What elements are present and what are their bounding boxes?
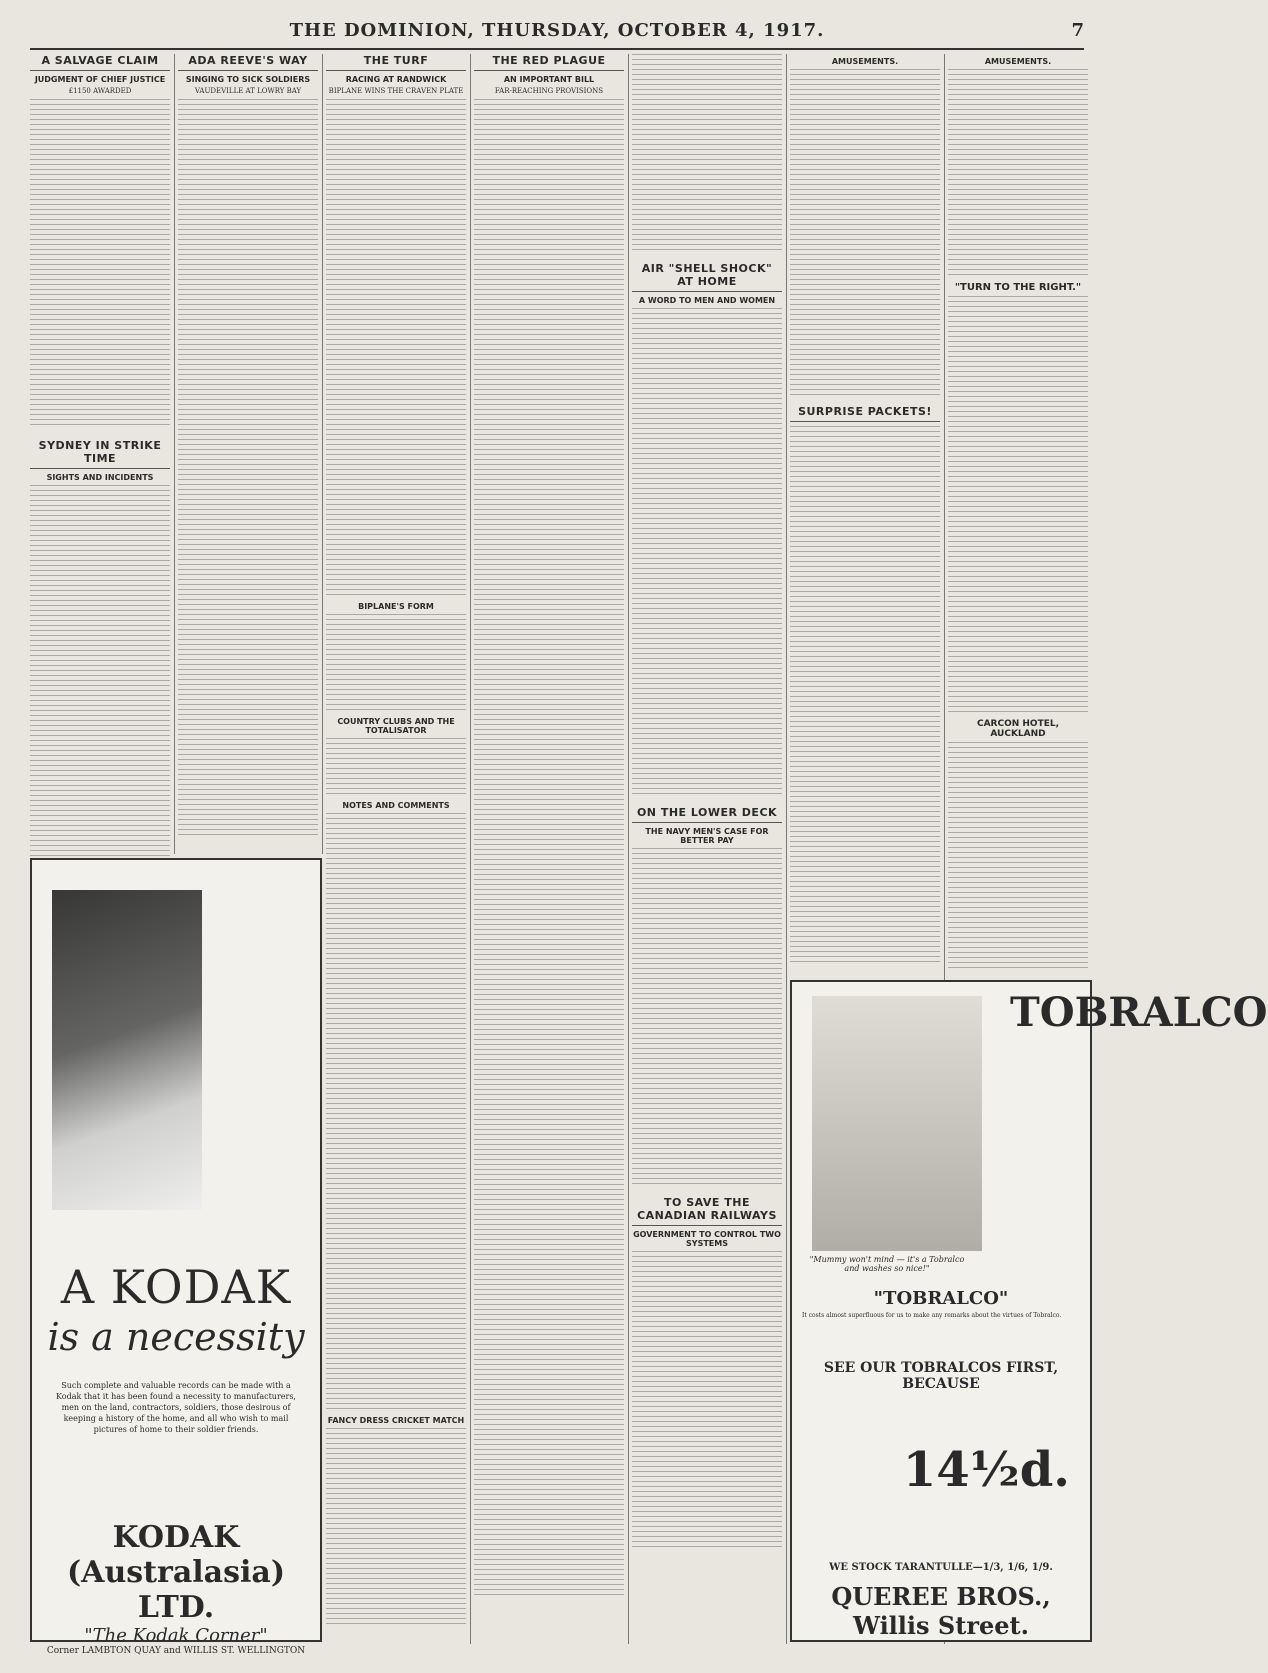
kodak-corner: "The Kodak Corner" xyxy=(84,1625,268,1646)
subhead: SINGING TO SICK SOLDIERS xyxy=(185,75,311,84)
headline: COUNTRY CLUBS AND THE TOTALISATOR xyxy=(337,717,455,735)
tobralco-store: QUEREE BROS., Willis Street. xyxy=(831,1582,1051,1640)
column-rule xyxy=(322,54,323,854)
tobralco-see: SEE OUR TOBRALCOS FIRST, BECAUSE xyxy=(823,1360,1059,1392)
headline: FANCY DRESS CRICKET MATCH xyxy=(327,1416,465,1425)
headline: SYDNEY IN STRIKE TIME xyxy=(30,439,170,469)
ad-body xyxy=(790,69,940,399)
article-body xyxy=(30,99,170,429)
column-rule xyxy=(786,54,787,1644)
ad-headline: CARCON HOTEL, AUCKLAND xyxy=(976,719,1060,739)
column-ada-reeve xyxy=(178,54,318,854)
article-body xyxy=(326,614,466,714)
ad-body xyxy=(790,426,940,966)
ad-headline: SURPRISE PACKETS! xyxy=(790,405,940,422)
article-body xyxy=(30,485,170,865)
masthead-title: THE DOMINION, THURSDAY, OCTOBER 4, 1917. xyxy=(289,20,825,41)
article-body xyxy=(474,99,624,1599)
section-head: AMUSEMENTS. xyxy=(984,57,1052,66)
article-body xyxy=(632,54,782,254)
kodak-tagline: is a necessity xyxy=(47,1315,305,1359)
subhead: SIGHTS AND INCIDENTS xyxy=(46,473,154,482)
girl-illustration xyxy=(812,996,982,1251)
headline: AIR "SHELL SHOCK" AT HOME xyxy=(632,262,782,292)
kodak-brand: KODAK (Australasia) LTD. xyxy=(66,1520,286,1625)
tobralco-name: "TOBRALCO" xyxy=(873,1288,1009,1309)
article-body xyxy=(326,813,466,1413)
tobralco-body: It costs almost superfluous for us to make any remarks about the virtues of Tobralco. xyxy=(802,1312,1062,1319)
headline: TO SAVE THE CANADIAN RAILWAYS xyxy=(632,1196,782,1226)
column-salvage xyxy=(30,54,170,854)
article-body xyxy=(326,1428,466,1628)
column-rule xyxy=(470,54,471,1644)
article-body xyxy=(326,738,466,798)
subhead: A WORD TO MEN AND WOMEN xyxy=(638,296,776,305)
subhead: JUDGMENT OF CHIEF JUSTICE xyxy=(34,75,166,84)
column-red-plague xyxy=(474,54,624,1634)
kodak-headline: A KODAK xyxy=(60,1260,292,1314)
article-body xyxy=(326,99,466,599)
column-rule xyxy=(174,54,175,854)
column-turf xyxy=(326,54,466,1634)
article-body xyxy=(178,99,318,839)
subhead: BIPLANE WINS THE CRAVEN PLATE xyxy=(328,87,464,95)
ad-body xyxy=(948,296,1088,716)
tobralco-advertisement xyxy=(790,980,1268,1642)
subhead: FAR-REACHING PROVISIONS xyxy=(494,87,604,95)
tobralco-vertical-logo: TOBRALCO xyxy=(1010,989,1268,1036)
headline: THE RED PLAGUE xyxy=(474,54,624,71)
kodak-camera-illustration xyxy=(52,890,202,1210)
article-body xyxy=(632,848,782,1188)
subhead: RACING AT RANDWICK xyxy=(345,75,447,84)
kodak-body: Such complete and valuable records can be made with a Kodak that it has been found a necessity to manufacturers, men on the land, contractors, soldiers, those desirous of keeping a history of the home, and all who wish to mail pictures of home to their soldier friends. xyxy=(56,1381,296,1434)
subhead: GOVERNMENT TO CONTROL TWO SYSTEMS xyxy=(633,1230,781,1248)
subhead: THE NAVY MEN'S CASE FOR BETTER PAY xyxy=(645,827,769,845)
headline: ON THE LOWER DECK xyxy=(632,806,782,823)
masthead xyxy=(30,18,1084,50)
headline: THE TURF xyxy=(326,54,466,71)
headline: NOTES AND COMMENTS xyxy=(342,801,450,810)
tobralco-quote: "Mummy won't mind — it's a Tobralco and washes so nice!" xyxy=(809,1255,965,1273)
column-shell-shock xyxy=(632,54,782,1634)
page-number: 7 xyxy=(1071,20,1084,41)
ad-body xyxy=(948,69,1088,279)
article-body xyxy=(632,308,782,798)
subhead: VAUDEVILLE AT LOWRY BAY xyxy=(194,87,302,95)
tobralco-price: 14½d. xyxy=(902,1442,1070,1498)
headline: BIPLANE'S FORM xyxy=(358,602,434,611)
kodak-address: Corner LAMBTON QUAY and WILLIS ST. WELLINGTON xyxy=(46,1646,306,1656)
ad-body xyxy=(948,742,1088,972)
article-body xyxy=(632,1251,782,1551)
headline: A SALVAGE CLAIM xyxy=(30,54,170,71)
headline: ADA REEVE'S WAY xyxy=(178,54,318,71)
section-head: AMUSEMENTS. xyxy=(831,57,899,66)
ad-headline: "TURN TO THE RIGHT." xyxy=(954,282,1082,293)
kodak-advertisement xyxy=(30,858,322,1656)
tobralco-stock: WE STOCK TARANTULLE—1/3, 1/6, 1/9. xyxy=(829,1562,1053,1573)
subhead: AN IMPORTANT BILL xyxy=(503,75,595,84)
subhead: £1150 AWARDED xyxy=(68,87,132,95)
column-rule xyxy=(628,54,629,1644)
kodak-footer xyxy=(32,1520,320,1656)
